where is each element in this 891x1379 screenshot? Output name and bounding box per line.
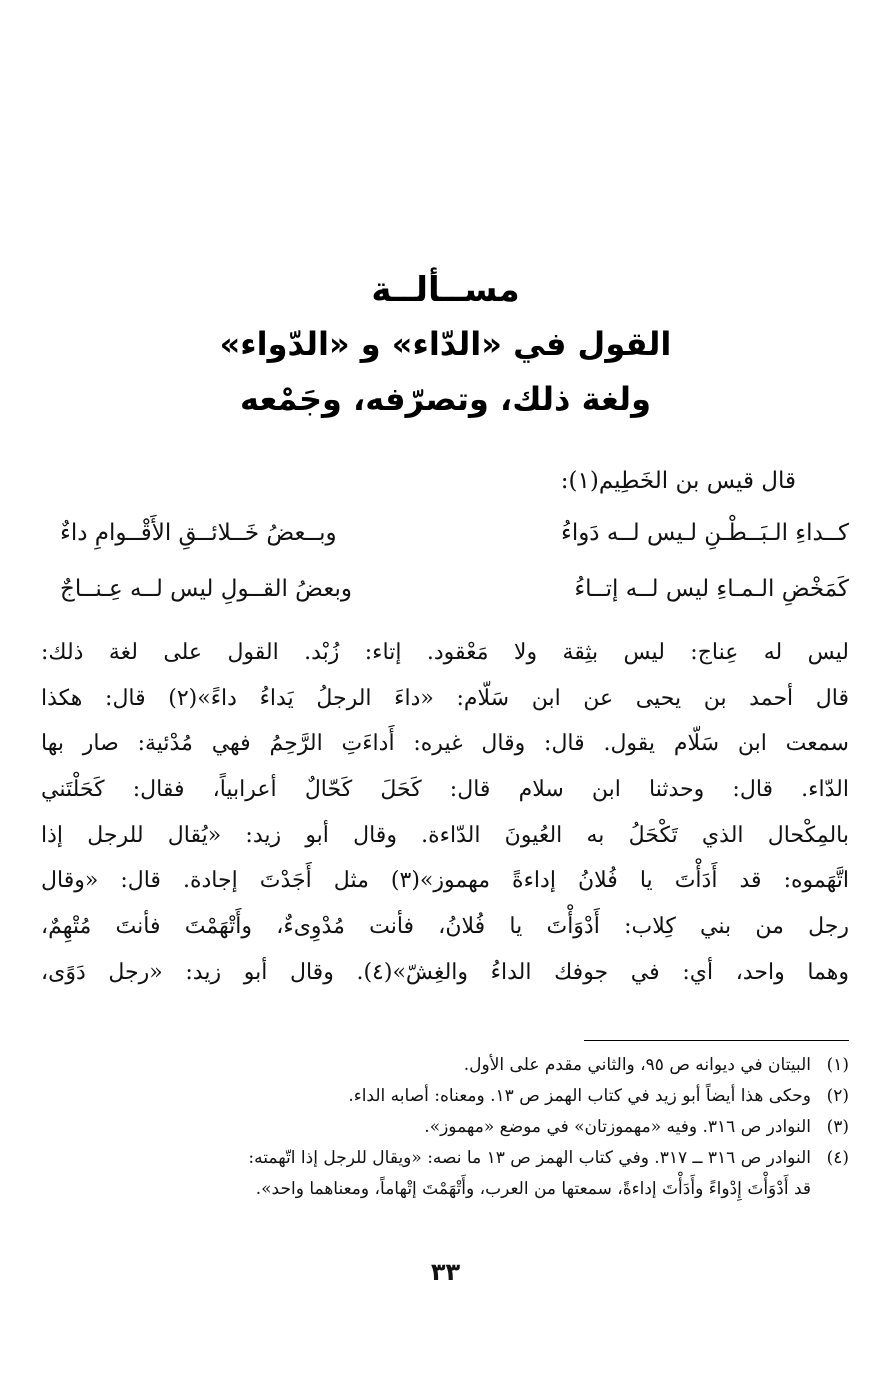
footnote (41, 1050, 849, 1081)
footnote-number: (٣) (826, 1117, 849, 1137)
footnote-number: (١) (826, 1055, 849, 1075)
footnote-text: النوادر ص ٣١٦ ــ ٣١٧. وفي كتاب الهمز ص ١٣ ما نصه: «ويقال للرجل إذا اتّهمته: (248, 1148, 811, 1168)
page-number: ٣٣ (430, 1258, 461, 1286)
footnote-divider (584, 1040, 849, 1041)
footnotes (41, 1050, 849, 1205)
footnote-number: (٤) (826, 1148, 849, 1168)
footnote (41, 1143, 849, 1174)
footnote-number: (٢) (826, 1086, 849, 1106)
verse-second-hemistich: وبعضُ القــولِ ليس لــه عِـنــاجٌ (60, 576, 352, 602)
poem-intro: قال قيس بن الخَطِيم(١): (560, 468, 796, 494)
text-line: اتَّهَموه: قد أَدَأْتَ يا فُلانُ إداءةً مهموز»(٣) مثل أَجَدْتَ إجادة. قال: «وقال (41, 868, 849, 894)
footnote (41, 1112, 849, 1143)
body-paragraph (41, 630, 849, 996)
text-line: بالمِكْحال الذي تَكْحَلُ به العُيونَ الدّاءة. وقال أبو زيد: «يُقال للرجل إذا (41, 822, 849, 848)
text-line: ليس له عِناج: ليس بثِقة ولا مَعْقود. إتاء: زُبْد. القول على لغة ذلك: (41, 640, 849, 665)
verse-first-hemistich: كــداءِ الـبَــطْـنِ لـيس لــه دَواءُ (561, 520, 849, 546)
text-line: وهما واحد، أي: في جوفك الداءُ والغِشّ»(٤). وقال أبو زيد: «رجل دَوًى، (41, 959, 849, 985)
footnote-continuation: قد أَدْوَأْتَ إِدْواءً وأَدَأْتَ إداءةً، سمعتها من العرب، وأَتْهَمْتَ إتْهاماً، ومعناهما واحد». (255, 1179, 811, 1199)
text-line: سمعت ابن سَلّام يقول. قال: وقال غيره: أَداءَتِ الرَّحِمُ فهي مُدْئية: صار بها (41, 731, 849, 757)
text-line: الدّاء. قال: وحدثنا ابن سلام قال: كَحَلَ كَحّالٌ أعرابياً، فقال: كَحَلْتَني (41, 777, 849, 803)
footnote-text: البيتان في ديوانه ص ٩٥، والثاني مقدم على الأول. (463, 1055, 811, 1075)
verse-line (60, 520, 849, 560)
verse-second-hemistich: وبــعضُ خَــلائــقِ الأَقْــوامِ داءٌ (60, 520, 337, 546)
verse-first-hemistich: كَمَخْضِ الـمـاءِ ليس لــه إتــاءُ (574, 576, 849, 602)
verse-line (60, 576, 849, 616)
section-label: مســألــة (371, 270, 520, 310)
text-line: رجل من بني كِلاب: أَدْوَأْتَ يا فُلانُ، فأنت مُدْوِىءٌ، وأَتْهَمْتَ فأنتَ مُتْهِمٌ، (41, 914, 849, 940)
footnote (41, 1081, 849, 1112)
footnote-text: وحكى هذا أيضاً أبو زيد في كتاب الهمز ص ١٣. ومعناه: أصابه الداء. (348, 1086, 811, 1106)
chapter-subtitle: ولغة ذلك، وتصرّفه، وجَمْعه (240, 380, 651, 418)
text-line: قال أحمد بن يحيى عن ابن سَلّام: «داءَ الرجلُ يَداءُ داءً»(٢) قال: هكذا (41, 685, 849, 711)
footnote-text: النوادر ص ٣١٦. وفيه «مهموزتان» في موضع «مهموز». (424, 1117, 811, 1137)
chapter-title: القول في «الدّاء» و «الدّواء» (219, 325, 672, 363)
